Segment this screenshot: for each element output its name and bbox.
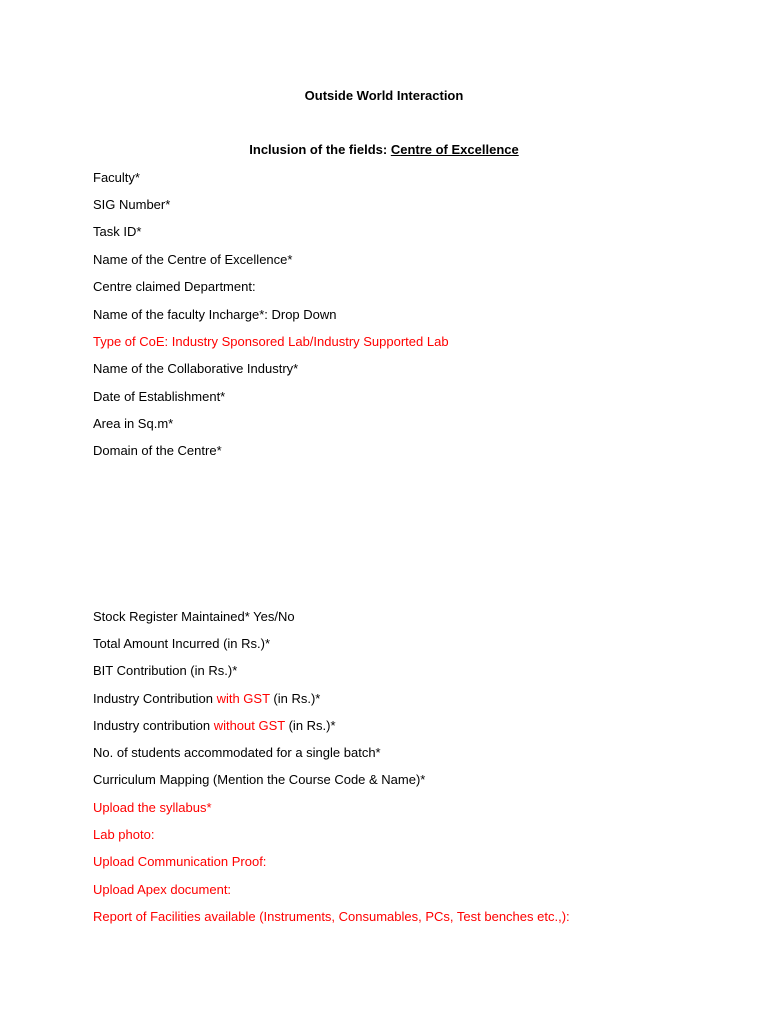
field-curriculum-mapping: Curriculum Mapping (Mention the Course Code & Name)* — [93, 772, 426, 787]
industry-with-gst-post: (in Rs.)* — [269, 691, 321, 706]
subtitle-prefix: Inclusion of the fields: — [249, 142, 391, 157]
field-stock-register: Stock Register Maintained* Yes/No — [93, 609, 295, 624]
field-upload-communication: Upload Communication Proof: — [93, 854, 267, 869]
field-claimed-department: Centre claimed Department: — [93, 279, 256, 294]
field-upload-apex: Upload Apex document: — [93, 882, 232, 897]
industry-with-gst-pre: Industry Contribution — [93, 691, 217, 706]
field-upload-syllabus: Upload the syllabus* — [93, 800, 212, 815]
industry-without-gst-post: (in Rs.)* — [284, 718, 336, 733]
field-industry-without-gst — [93, 718, 336, 734]
field-domain: Domain of the Centre* — [93, 443, 222, 458]
field-sig-number: SIG Number* — [93, 197, 171, 212]
field-students-batch: No. of students accommodated for a single batch* — [93, 745, 381, 760]
industry-with-gst-highlight: with GST — [216, 691, 270, 706]
field-faculty: Faculty* — [93, 170, 140, 185]
field-area: Area in Sq.m* — [93, 416, 174, 431]
field-coe-type: Type of CoE: Industry Sponsored Lab/Industry Supported Lab — [93, 334, 449, 349]
subtitle-centre-of-excellence: Centre of Excellence — [390, 142, 519, 157]
field-task-id: Task ID* — [93, 224, 142, 239]
field-collab-industry: Name of the Collaborative Industry* — [93, 361, 299, 376]
document-title: Outside World Interaction — [304, 88, 464, 103]
document-subtitle — [0, 142, 768, 158]
field-industry-with-gst — [93, 691, 320, 707]
field-facilities-report: Report of Facilities available (Instruments, Consumables, PCs, Test benches etc.,): — [93, 909, 570, 924]
field-total-amount: Total Amount Incurred (in Rs.)* — [93, 636, 271, 651]
field-faculty-incharge: Name of the faculty Incharge*: Drop Down — [93, 307, 337, 322]
field-bit-contribution: BIT Contribution (in Rs.)* — [93, 663, 238, 678]
field-coe-name: Name of the Centre of Excellence* — [93, 252, 293, 267]
industry-without-gst-pre: Industry contribution — [93, 718, 214, 733]
field-establishment-date: Date of Establishment* — [93, 389, 226, 404]
field-lab-photo: Lab photo: — [93, 827, 155, 842]
industry-without-gst-highlight: without GST — [213, 718, 285, 733]
